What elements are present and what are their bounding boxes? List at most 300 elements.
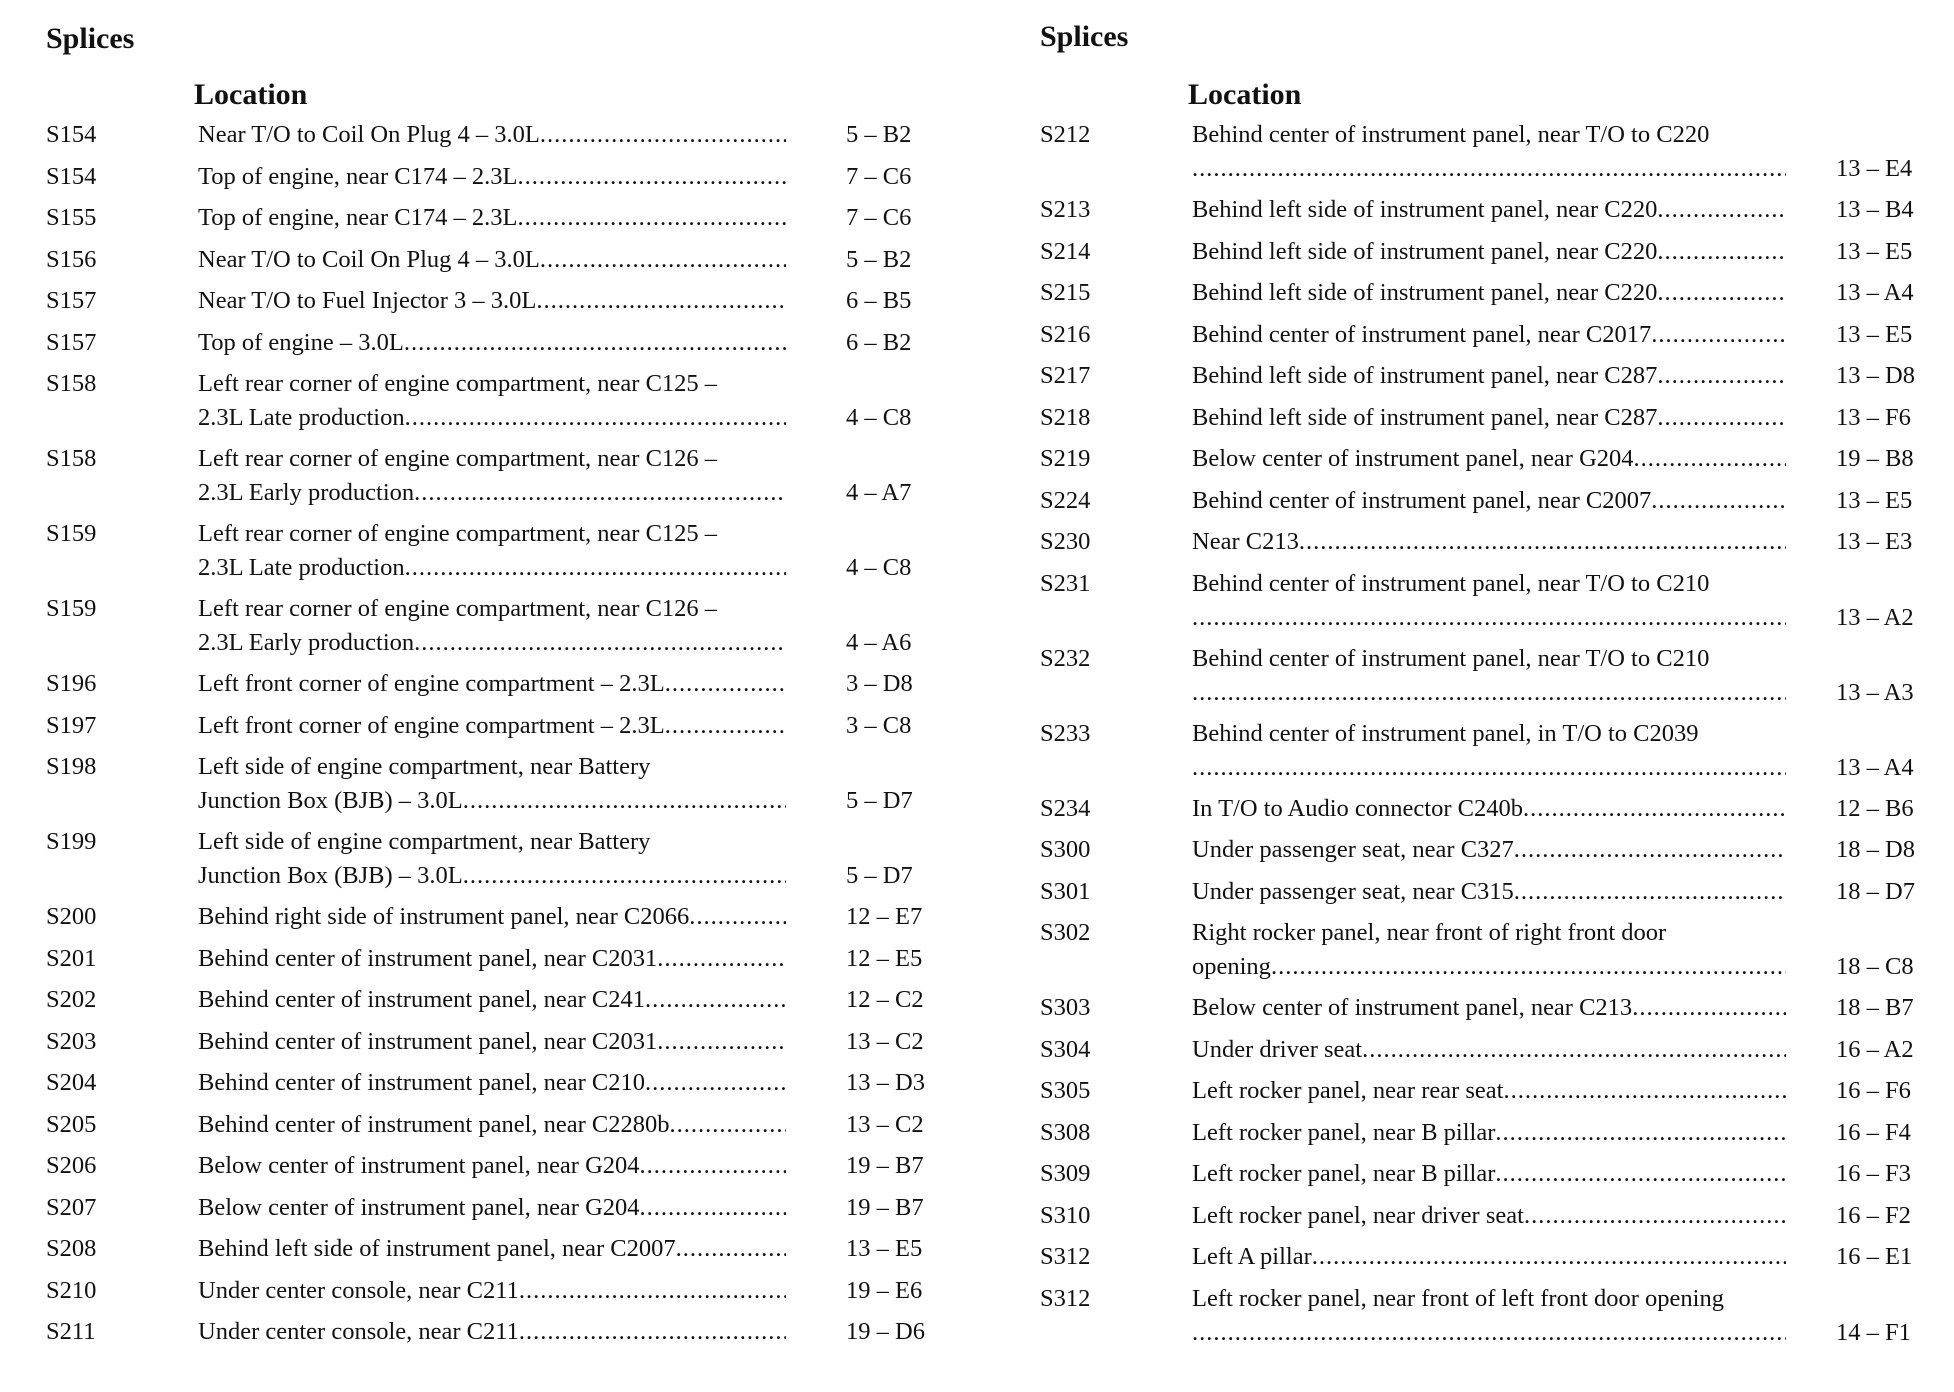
- splice-row: [1040, 525, 1954, 567]
- leader-dots: [1632, 991, 1786, 1025]
- grid-reference: 4 – A6: [846, 629, 912, 656]
- leader-dots: [657, 1025, 786, 1059]
- grid-reference: 16 – F6: [1836, 1077, 1911, 1104]
- grid-reference: 16 – A2: [1836, 1035, 1914, 1063]
- grid-reference: 19 – B7: [846, 1152, 924, 1179]
- splice-row: [46, 326, 996, 368]
- splice-location: [1192, 118, 1786, 186]
- grid-reference: 13 – E4: [1836, 155, 1913, 182]
- grid-reference: 13 – B4: [1836, 196, 1914, 223]
- location-text: 2.3L Early production: [198, 629, 415, 656]
- splice-row: [1040, 1157, 1954, 1199]
- leader-dots: [1634, 442, 1786, 476]
- grid-reference: 16 – F2: [1836, 1201, 1911, 1229]
- location-text: Near C213: [1192, 528, 1299, 555]
- splice-code: S233: [1040, 719, 1091, 747]
- grid-reference: 12 – E5: [846, 944, 923, 972]
- splice-location: [1192, 1199, 1786, 1233]
- grid-reference: 19 – D6: [846, 1318, 925, 1345]
- splice-location: [1192, 318, 1786, 352]
- grid-reference: 13 – C2: [846, 1110, 924, 1138]
- splice-code: S211: [46, 1318, 96, 1345]
- leader-dots: [463, 784, 786, 818]
- location-line: [1192, 359, 1786, 393]
- splice-code: S207: [46, 1193, 97, 1221]
- right-rows: [1040, 118, 1954, 1357]
- location-line: [198, 160, 786, 194]
- leader-dots: [665, 709, 786, 743]
- location-text: Behind center of instrument panel, near C2007: [1192, 486, 1652, 514]
- leader-dots: [517, 160, 786, 194]
- splice-code: S205: [46, 1110, 97, 1138]
- grid-reference: 13 – E5: [1836, 320, 1913, 348]
- splice-code: S154: [46, 121, 97, 148]
- location-text: Under center console, near C211: [198, 1318, 519, 1345]
- splice-location: [198, 326, 786, 360]
- splice-location: [1192, 1282, 1786, 1350]
- grid-reference: 13 – A4: [1836, 753, 1914, 781]
- leader-dots: [689, 900, 786, 934]
- location-text: Behind center of instrument panel, near T/O to C210: [1192, 569, 1710, 597]
- grid-reference: 4 – C8: [846, 404, 912, 431]
- leader-dots: [1657, 193, 1786, 227]
- grid-reference: 5 – D7: [846, 787, 913, 814]
- grid-reference: 18 – D8: [1836, 836, 1915, 863]
- splice-location: [198, 942, 786, 976]
- location-line: [198, 784, 786, 818]
- location-line: [198, 1108, 786, 1142]
- location-line: [198, 201, 786, 235]
- splice-location: [198, 1191, 786, 1225]
- splice-code: S157: [46, 328, 97, 356]
- splice-location: [198, 1108, 786, 1142]
- splice-location: [198, 160, 786, 194]
- splice-location: [198, 1066, 786, 1100]
- splice-row: [1040, 484, 1954, 526]
- splice-location: [198, 1315, 786, 1349]
- location-text: Left rear corner of engine compartment, near C125 –: [198, 370, 718, 397]
- splice-code: S203: [46, 1027, 97, 1055]
- splice-row: [46, 118, 996, 160]
- splice-location: [1192, 193, 1786, 227]
- leader-dots: [1524, 1199, 1786, 1233]
- leader-dots: [1514, 875, 1786, 909]
- location-line: [1192, 916, 1786, 950]
- splice-location: [198, 592, 786, 660]
- location-text: Behind left side of instrument panel, near C287: [1192, 362, 1658, 389]
- splice-row: [46, 1191, 996, 1233]
- location-text: Near T/O to Fuel Injector 3 – 3.0L: [198, 287, 537, 314]
- location-text: Behind left side of instrument panel, near C220: [1192, 237, 1658, 265]
- location-text: Behind center of instrument panel, near T/O to C220: [1192, 121, 1710, 148]
- leader-dots: [657, 942, 786, 976]
- leader-dots: [640, 1191, 786, 1225]
- location-line: [1192, 601, 1786, 635]
- splice-row: [1040, 193, 1954, 235]
- right-subheading: Location: [1188, 78, 1302, 111]
- splice-row: [1040, 1199, 1954, 1241]
- location-text: Top of engine, near C174 – 2.3L: [198, 204, 518, 231]
- location-line: [1192, 152, 1786, 186]
- leader-dots: [1657, 401, 1786, 435]
- location-line: [1192, 567, 1786, 601]
- leader-dots: [1651, 484, 1786, 518]
- splice-code: S302: [1040, 919, 1091, 946]
- location-line: [198, 1315, 786, 1349]
- grid-reference: 16 – F4: [1836, 1118, 1911, 1146]
- grid-reference: 18 – C8: [1836, 953, 1914, 980]
- splice-code: S301: [1040, 877, 1091, 905]
- grid-reference: 13 – D3: [846, 1069, 925, 1096]
- grid-reference: 3 – D8: [846, 670, 913, 697]
- leader-dots: [1192, 1316, 1786, 1350]
- location-line: [198, 401, 786, 435]
- splice-code: S208: [46, 1235, 97, 1262]
- splice-row: [1040, 1282, 1954, 1357]
- location-line: [198, 367, 786, 401]
- splice-code: S300: [1040, 836, 1091, 863]
- leader-dots: [414, 476, 786, 510]
- location-text: Left front corner of engine compartment – 2.3L: [198, 711, 665, 739]
- location-text: Near T/O to Coil On Plug 4 – 3.0L: [198, 121, 540, 148]
- leader-dots: [1192, 751, 1786, 785]
- leader-dots: [517, 201, 786, 235]
- leader-dots: [1657, 359, 1786, 393]
- splice-code: S198: [46, 753, 97, 780]
- splice-code: S155: [46, 204, 97, 231]
- grid-reference: 13 – E5: [1836, 237, 1913, 265]
- splice-code: S201: [46, 944, 97, 972]
- grid-reference: 13 – A3: [1836, 678, 1914, 706]
- grid-reference: 12 – B6: [1836, 794, 1914, 822]
- location-text: Behind right side of instrument panel, near C2066: [198, 903, 690, 930]
- location-line: [1192, 875, 1786, 909]
- splice-location: [1192, 276, 1786, 310]
- grid-reference: 18 – B7: [1836, 994, 1914, 1021]
- splice-code: S197: [46, 711, 97, 739]
- splice-code: S308: [1040, 1118, 1091, 1146]
- splice-code: S312: [1040, 1243, 1091, 1270]
- leader-dots: [463, 859, 786, 893]
- splice-location: [1192, 833, 1786, 867]
- splice-code: S156: [46, 245, 97, 273]
- splice-row: [1040, 916, 1954, 991]
- splice-code: S154: [46, 162, 97, 190]
- location-line: [198, 983, 786, 1017]
- location-text: 2.3L Early production: [198, 479, 415, 506]
- grid-reference: 5 – D7: [846, 862, 913, 889]
- location-line: [198, 442, 786, 476]
- splice-code: S159: [46, 520, 97, 547]
- location-text: Left side of engine compartment, near Battery: [198, 753, 651, 780]
- splice-code: S199: [46, 828, 97, 855]
- grid-reference: 13 – A4: [1836, 279, 1914, 306]
- leader-dots: [405, 551, 786, 585]
- leader-dots: [540, 118, 786, 152]
- splice-location: [1192, 525, 1786, 559]
- splice-row: [46, 592, 996, 667]
- splice-location: [198, 517, 786, 585]
- right-heading: Splices: [1040, 20, 1129, 53]
- splice-code: S212: [1040, 121, 1091, 148]
- splice-location: [1192, 1116, 1786, 1150]
- location-line: [198, 709, 786, 743]
- splice-code: S158: [46, 445, 97, 472]
- location-line: [1192, 1074, 1786, 1108]
- location-text: 2.3L Late production: [198, 554, 405, 581]
- splice-row: [46, 667, 996, 709]
- location-text: Behind left side of instrument panel, near C220: [1192, 196, 1658, 223]
- splice-code: S210: [46, 1276, 97, 1304]
- leader-dots: [1271, 950, 1786, 984]
- location-line: [1192, 833, 1786, 867]
- location-line: [1192, 484, 1786, 518]
- location-line: [198, 1025, 786, 1059]
- splice-row: [1040, 642, 1954, 717]
- splice-code: S200: [46, 903, 97, 930]
- location-text: Left rear corner of engine compartment, near C126 –: [198, 595, 718, 622]
- leader-dots: [665, 667, 786, 701]
- splice-row: [1040, 401, 1954, 443]
- splice-location: [1192, 717, 1786, 785]
- splice-row: [1040, 442, 1954, 484]
- leader-dots: [1514, 833, 1786, 867]
- location-line: [1192, 950, 1786, 984]
- location-line: [198, 667, 786, 701]
- splice-row: [1040, 318, 1954, 360]
- location-text: Behind center of instrument panel, near C2031: [198, 1027, 658, 1055]
- grid-reference: 6 – B5: [846, 287, 912, 314]
- splice-location: [1192, 875, 1786, 909]
- splice-code: S158: [46, 370, 97, 397]
- splice-code: S224: [1040, 486, 1091, 514]
- location-text: In T/O to Audio connector C240b: [1192, 794, 1523, 822]
- location-text: Behind center of instrument panel, near C2017: [1192, 320, 1652, 348]
- splice-location: [1192, 991, 1786, 1025]
- grid-reference: 3 – C8: [846, 711, 912, 739]
- splice-code: S310: [1040, 1201, 1091, 1229]
- splice-code: S215: [1040, 279, 1091, 306]
- splice-location: [1192, 1074, 1786, 1108]
- leader-dots: [1651, 318, 1786, 352]
- splice-location: [1192, 1033, 1786, 1067]
- location-text: Left side of engine compartment, near Battery: [198, 828, 651, 855]
- location-text: Junction Box (BJB) – 3.0L: [198, 787, 463, 814]
- splice-location: [198, 750, 786, 818]
- location-line: [198, 1191, 786, 1225]
- location-text: Behind left side of instrument panel, near C220: [1192, 279, 1658, 306]
- grid-reference: 4 – A7: [846, 479, 912, 506]
- location-line: [198, 243, 786, 277]
- left-rows: [46, 118, 996, 1357]
- splice-row: [1040, 118, 1954, 193]
- location-line: [1192, 401, 1786, 435]
- splice-row: [46, 825, 996, 900]
- location-line: [1192, 991, 1786, 1025]
- left-subheading: Location: [194, 78, 308, 111]
- splice-location: [1192, 359, 1786, 393]
- leader-dots: [676, 1232, 786, 1266]
- grid-reference: 12 – E7: [846, 903, 923, 930]
- grid-reference: 5 – B2: [846, 245, 912, 273]
- leader-dots: [519, 1315, 786, 1349]
- location-line: [1192, 318, 1786, 352]
- leader-dots: [1657, 235, 1786, 269]
- location-text: Left front corner of engine compartment – 2.3L: [198, 670, 665, 697]
- location-text: Behind center of instrument panel, near T/O to C210: [1192, 644, 1710, 672]
- location-line: [1192, 676, 1786, 710]
- location-text: Below center of instrument panel, near C213: [1192, 994, 1633, 1021]
- location-line: [198, 118, 786, 152]
- location-text: Behind left side of instrument panel, near C2007: [198, 1235, 676, 1262]
- leader-dots: [405, 401, 786, 435]
- location-line: [198, 900, 786, 934]
- splice-location: [1192, 916, 1786, 984]
- splice-code: S196: [46, 670, 97, 697]
- splice-location: [198, 118, 786, 152]
- leader-dots: [1192, 676, 1786, 710]
- splice-row: [46, 1025, 996, 1067]
- splice-row: [46, 1274, 996, 1316]
- splice-row: [46, 284, 996, 326]
- grid-reference: 19 – B8: [1836, 445, 1914, 472]
- location-text: 2.3L Late production: [198, 404, 405, 431]
- splice-row: [46, 983, 996, 1025]
- location-line: [198, 942, 786, 976]
- splice-row: [1040, 1116, 1954, 1158]
- location-text: Below center of instrument panel, near G204: [198, 1193, 640, 1221]
- leader-dots: [1495, 1116, 1786, 1150]
- splice-row: [46, 442, 996, 517]
- location-line: [198, 859, 786, 893]
- location-line: [1192, 1316, 1786, 1350]
- splice-row: [46, 1315, 996, 1357]
- location-line: [1192, 1033, 1786, 1067]
- splice-code: S309: [1040, 1160, 1091, 1187]
- location-line: [1192, 276, 1786, 310]
- location-text: Left rocker panel, near B pillar: [1192, 1160, 1496, 1187]
- location-text: Near T/O to Coil On Plug 4 – 3.0L: [198, 245, 540, 273]
- location-line: [1192, 235, 1786, 269]
- location-line: [1192, 1116, 1786, 1150]
- splice-row: [46, 160, 996, 202]
- location-text: opening: [1192, 953, 1271, 980]
- splice-row: [46, 1149, 996, 1191]
- grid-reference: 4 – C8: [846, 554, 912, 581]
- location-line: [1192, 751, 1786, 785]
- splice-code: S218: [1040, 403, 1091, 431]
- location-text: Left rocker panel, near driver seat: [1192, 1201, 1524, 1229]
- splice-location: [1192, 792, 1786, 826]
- splice-code: S159: [46, 595, 97, 622]
- location-line: [1192, 1240, 1786, 1274]
- splice-code: S304: [1040, 1035, 1091, 1063]
- splice-location: [1192, 642, 1786, 710]
- leader-dots: [1192, 152, 1786, 186]
- splice-location: [198, 900, 786, 934]
- location-text: Below center of instrument panel, near G204: [198, 1152, 640, 1179]
- location-line: [1192, 1157, 1786, 1191]
- grid-reference: 13 – E5: [846, 1235, 923, 1262]
- splice-location: [1192, 484, 1786, 518]
- splice-location: [1192, 567, 1786, 635]
- splice-row: [1040, 833, 1954, 875]
- splice-code: S157: [46, 287, 97, 314]
- splice-location: [198, 1274, 786, 1308]
- splice-code: S232: [1040, 644, 1091, 672]
- leader-dots: [1504, 1074, 1787, 1108]
- splice-row: [46, 517, 996, 592]
- leader-dots: [1523, 792, 1786, 826]
- location-line: [198, 1066, 786, 1100]
- grid-reference: 13 – F6: [1836, 403, 1911, 431]
- location-line: [198, 284, 786, 318]
- location-line: [1192, 717, 1786, 751]
- location-line: [198, 551, 786, 585]
- location-line: [198, 825, 786, 859]
- splice-location: [198, 1232, 786, 1266]
- splice-row: [46, 750, 996, 825]
- location-line: [1192, 792, 1786, 826]
- left-heading: Splices: [46, 22, 135, 55]
- location-text: Behind left side of instrument panel, near C287: [1192, 403, 1658, 431]
- location-line: [198, 750, 786, 784]
- splice-location: [198, 709, 786, 743]
- splice-code: S305: [1040, 1077, 1091, 1104]
- location-text: Under driver seat: [1192, 1035, 1363, 1063]
- location-text: Left rear corner of engine compartment, near C126 –: [198, 445, 718, 472]
- location-line: [1192, 442, 1786, 476]
- leader-dots: [640, 1149, 786, 1183]
- splice-location: [198, 1025, 786, 1059]
- splice-row: [46, 1232, 996, 1274]
- leader-dots: [404, 326, 786, 360]
- grid-reference: 13 – D8: [1836, 362, 1915, 389]
- splice-location: [198, 201, 786, 235]
- splice-code: S213: [1040, 196, 1091, 223]
- splice-row: [1040, 1074, 1954, 1116]
- location-text: Under center console, near C211: [198, 1276, 519, 1304]
- splice-row: [46, 709, 996, 751]
- location-text: Behind center of instrument panel, near C241: [198, 986, 645, 1013]
- location-text: Junction Box (BJB) – 3.0L: [198, 862, 463, 889]
- splice-code: S312: [1040, 1284, 1091, 1312]
- splice-code: S234: [1040, 794, 1091, 822]
- location-line: [198, 626, 786, 660]
- splice-location: [1192, 235, 1786, 269]
- grid-reference: 13 – E3: [1836, 528, 1913, 555]
- splice-location: [198, 1149, 786, 1183]
- location-text: Right rocker panel, near front of right front door: [1192, 919, 1667, 946]
- location-line: [198, 517, 786, 551]
- splice-code: S204: [46, 1069, 97, 1096]
- leader-dots: [540, 243, 786, 277]
- grid-reference: 13 – C2: [846, 1027, 924, 1055]
- location-text: Behind center of instrument panel, in T/O to C2039: [1192, 719, 1699, 747]
- splice-row: [1040, 567, 1954, 642]
- splice-code: S216: [1040, 320, 1091, 348]
- location-line: [1192, 642, 1786, 676]
- splice-code: S206: [46, 1152, 97, 1179]
- splice-location: [1192, 401, 1786, 435]
- grid-reference: 6 – B2: [846, 328, 912, 356]
- location-line: [198, 1232, 786, 1266]
- location-line: [198, 1274, 786, 1308]
- location-text: Below center of instrument panel, near G204: [1192, 445, 1634, 472]
- splice-row: [1040, 717, 1954, 792]
- splice-location: [198, 442, 786, 510]
- leader-dots: [670, 1108, 787, 1142]
